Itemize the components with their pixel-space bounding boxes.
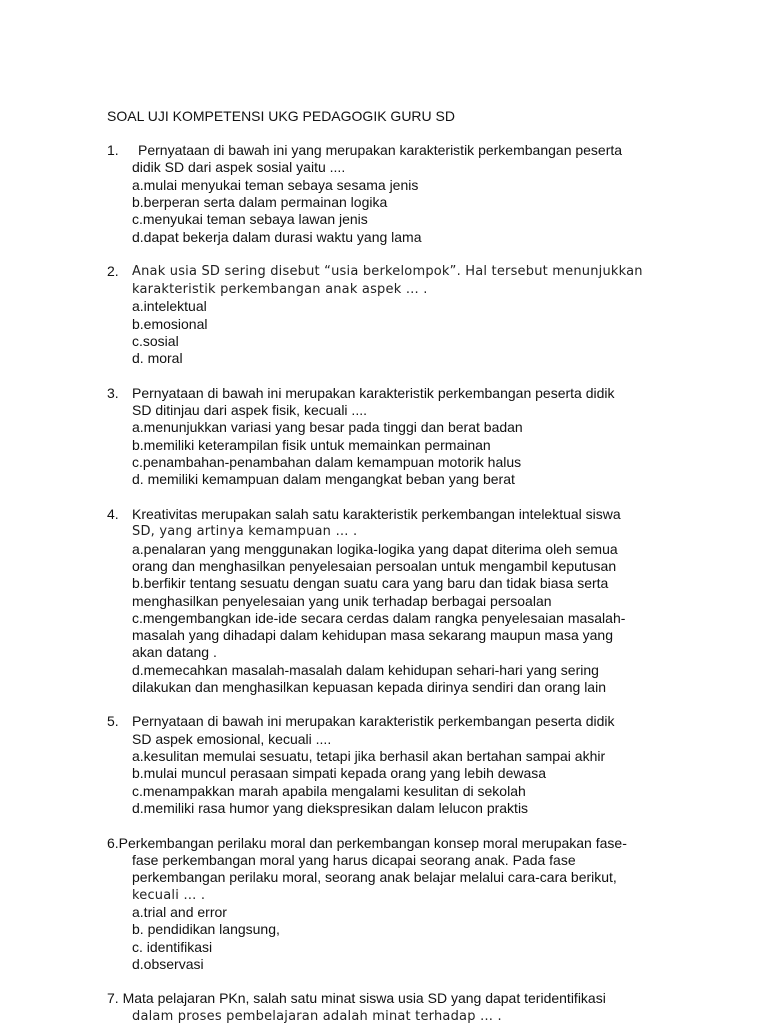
question-number: 1. (107, 142, 119, 158)
question-text: Anak usia SD sering disebut “usia berkelompok”. Hal tersebut menunjukkan (132, 264, 643, 279)
answer-option: b. pendidikan langsung, (132, 921, 280, 937)
question-number: 4. (107, 506, 119, 522)
answer-option: a.intelektual (132, 298, 207, 314)
answer-option: c.penambahan-penambahan dalam kemampuan motorik halus (132, 454, 522, 470)
answer-option: a.penalaran yang menggunakan logika-logika yang dapat diterima oleh semua (132, 541, 618, 557)
answer-option: c.menyukai teman sebaya lawan jenis (132, 211, 368, 227)
answer-option: b.emosional (132, 316, 208, 332)
answer-option: a.trial and error (132, 904, 227, 920)
answer-option: b.berperan serta dalam permainan logika (132, 194, 388, 210)
question-text: 7. Mata pelajaran PKn, salah satu minat siswa usia SD yang dapat teridentifikasi (107, 990, 606, 1006)
answer-option: d.dapat bekerja dalam durasi waktu yang lama (132, 229, 422, 245)
answer-option: a.mulai menyukai teman sebaya sesama jenis (132, 177, 419, 193)
question-text: Pernyataan di bawah ini merupakan karakteristik perkembangan peserta didik (132, 385, 615, 401)
answer-option: a.kesulitan memulai sesuatu, tetapi jika berhasil akan bertahan sampai akhir (132, 748, 606, 764)
question-text: didik SD dari aspek sosial yaitu .... (132, 159, 346, 175)
question-text: SD aspek emosional, kecuali .... (132, 731, 332, 747)
question-text: 6.Perkembangan perilaku moral dan perkembangan konsep moral merupakan fase- (107, 835, 627, 851)
question-text: SD, yang artinya kemampuan … . (132, 524, 358, 539)
question-text: SD ditinjau dari aspek fisik, kecuali .... (132, 402, 367, 418)
answer-option: d. moral (132, 350, 183, 366)
answer-option: orang dan menghasilkan penyelesaian persoalan untuk mengambil keputusan (132, 558, 617, 574)
answer-option: b.memiliki keterampilan fisik untuk memainkan permainan (132, 437, 491, 453)
question-number: 2. (107, 263, 119, 279)
answer-option: a.menunjukkan variasi yang besar pada tinggi dan berat badan (132, 419, 523, 435)
question-text: kecuali … . (132, 888, 206, 903)
question-text: perkembangan perilaku moral, seorang anak belajar melalui cara-cara berikut, (132, 869, 617, 885)
answer-option: masalah yang dihadapi dalam kehidupan masa sekarang maupun masa yang (132, 627, 613, 643)
answer-option: b.berfikir tentang sesuatu dengan suatu cara yang baru dan tidak biasa serta (132, 575, 609, 591)
answer-option: d. memiliki kemampuan dalam mengangkat beban yang berat (132, 471, 515, 487)
answer-option: akan datang . (132, 644, 217, 660)
answer-option: c.sosial (132, 333, 179, 349)
question-number: 5. (107, 713, 119, 729)
answer-option: d.observasi (132, 956, 204, 972)
page-title: SOAL UJI KOMPETENSI UKG PEDAGOGIK GURU SD (107, 108, 455, 124)
answer-option: c.mengembangkan ide-ide secara cerdas dalam rangka penyelesaian masalah- (132, 610, 626, 626)
answer-option: menghasilkan penyelesaian yang unik terhadap berbagai persoalan (132, 593, 552, 609)
answer-option: b.mulai muncul perasaan simpati kepada orang yang lebih dewasa (132, 765, 547, 781)
answer-option: dilakukan dan menghasilkan kepuasan kepada dirinya sendiri dan orang lain (132, 679, 606, 695)
answer-option: c.menampakkan marah apabila mengalami kesulitan di sekolah (132, 783, 526, 799)
answer-option: d.memecahkan masalah-masalah dalam kehidupan sehari-hari yang sering (132, 662, 599, 678)
answer-option: c. identifikasi (132, 939, 213, 955)
question-text: fase perkembangan moral yang harus dicapai seorang anak. Pada fase (132, 852, 576, 868)
question-text: Kreativitas merupakan salah satu karakteristik perkembangan intelektual siswa (132, 506, 621, 522)
question-text: Pernyataan di bawah ini merupakan karakteristik perkembangan peserta didik (132, 713, 615, 729)
question-number: 3. (107, 385, 119, 401)
question-text: karakteristik perkembangan anak aspek … . (132, 282, 428, 297)
question-text: dalam proses pembelajaran adalah minat terhadap … . (132, 1009, 502, 1024)
question-text: Pernyataan di bawah ini yang merupakan karakteristik perkembangan peserta (138, 142, 623, 158)
answer-option: d.memiliki rasa humor yang diekspresikan dalam lelucon praktis (132, 800, 529, 816)
